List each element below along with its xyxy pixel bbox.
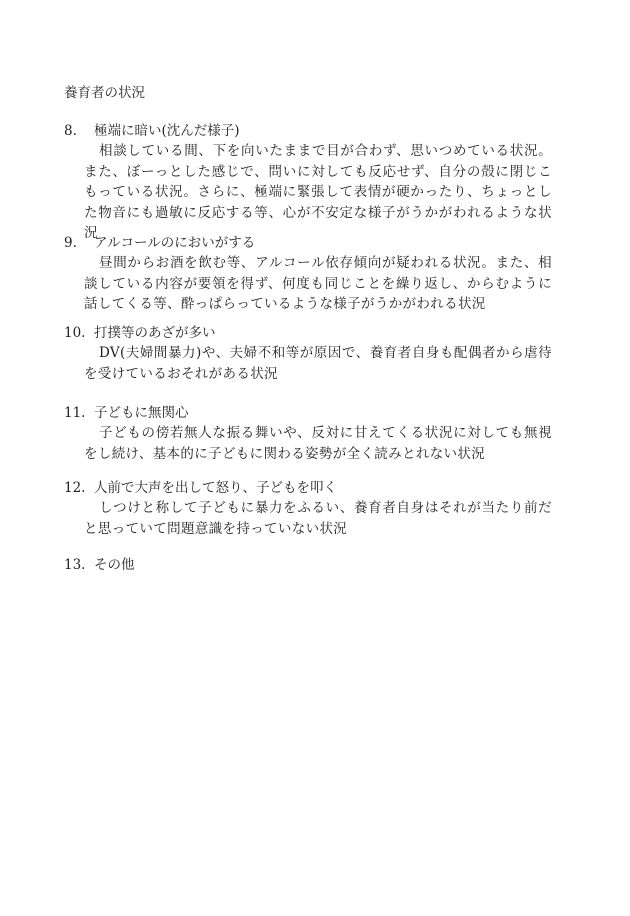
list-item-13: [64, 555, 554, 575]
item-header: [64, 323, 554, 343]
item-number: 11.: [64, 405, 86, 421]
list-item-10: [64, 323, 554, 384]
item-header: [64, 478, 554, 498]
item-number: 13.: [64, 557, 86, 573]
list-item-9: [64, 233, 554, 315]
list-item-8: [64, 121, 554, 244]
document-title: 養育者の状況: [64, 85, 145, 101]
item-heading: 子どもに無関心: [94, 405, 189, 421]
item-header: [64, 233, 554, 253]
item-body: 子どもの傍若無人な振る舞いや、反対に甘えてくる状況に対しても無視をし続け、基本的に子どもに関わる姿勢が全く読みとれない状況: [84, 425, 552, 462]
item-heading: 打撲等のあざが多い: [94, 325, 216, 341]
item-body: 相談している間、下を向いたままで目が合わず、思いつめている状況。また、ぼーっとした感じで、問いに対しても反応せず、自分の殻に閉じこもっている状況。さらに、極端に緊張して表情が硬かったり、ちょっとした物音にも過敏に反応する等、心が不安定な様子がうかがわれるような状況: [84, 143, 552, 242]
item-number: 12.: [64, 480, 86, 496]
item-header: [64, 403, 554, 423]
list-item-12: [64, 478, 554, 539]
item-body: DV(夫婦間暴力)や、夫婦不和等が原因で、養育者自身も配偶者から虐待を受けているおそれがある状況: [84, 345, 552, 382]
item-heading: 人前で大声を出して怒り、子どもを叩く: [94, 480, 337, 496]
item-number: 8.: [64, 123, 77, 139]
item-header: [64, 121, 554, 141]
item-number: 10.: [64, 325, 86, 341]
item-body: 昼間からお酒を飲む等、アルコール依存傾向が疑われる状況。また、相談している内容が要領を得ず、何度も同じことを繰り返し、からむように話してくる等、酔っぱらっているような様子がうかがわれる状況: [84, 255, 552, 313]
item-number: 9.: [64, 235, 77, 251]
list-item-11: [64, 403, 554, 464]
item-heading: その他: [94, 557, 135, 573]
item-body: しつけと称して子どもに暴力をふるい、養育者自身はそれが当たり前だと思っていて問題意識を持っていない状況: [84, 500, 552, 537]
item-heading: 極端に暗い(沈んだ様子): [94, 123, 240, 139]
item-header: [64, 555, 554, 575]
item-heading: アルコールのにおいがする: [94, 235, 256, 251]
